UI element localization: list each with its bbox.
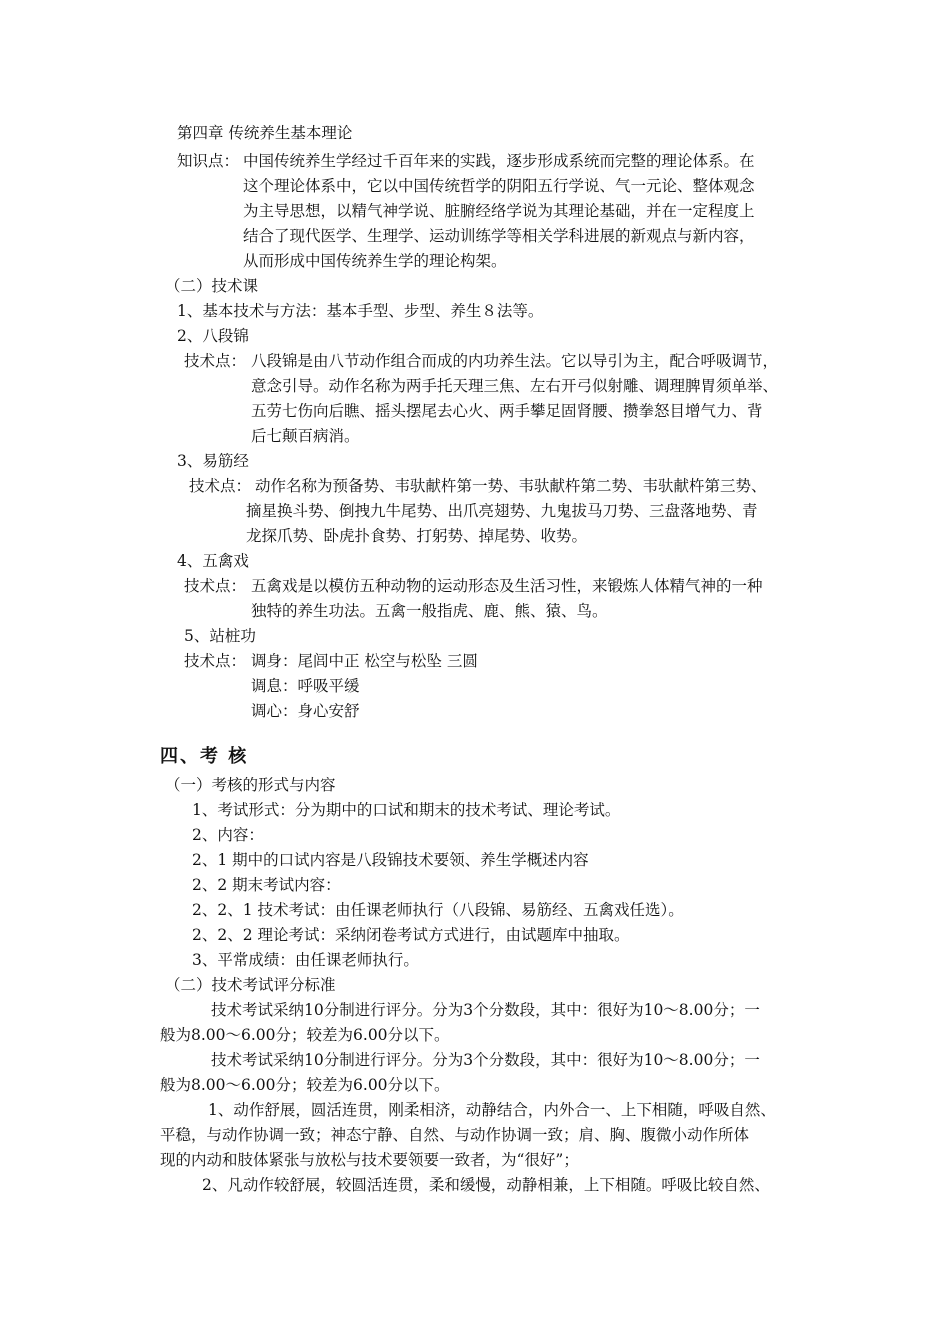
text-line: 调身：尾闾中正 松空与松坠 三圆 (251, 652, 478, 670)
text-line: 为主导思想，以精气神学说、脏腑经络学说为其理论基础，并在一定程度上 (243, 202, 755, 220)
section-heading: （二）技术课 (165, 277, 259, 295)
text-line: 技术考试采纳10分制进行评分。分为3个分数段，其中：很好为10～8.00分；一 (211, 1001, 760, 1019)
list-item: 5、站桩功 (184, 627, 256, 645)
tech-point-label: 技术点： (184, 352, 247, 370)
text-line: 般为8.00～6.00分；较差为6.00分以下。 (160, 1026, 450, 1044)
list-item: 4、五禽戏 (177, 552, 249, 570)
tech-point-label: 技术点： (184, 577, 247, 595)
subsection-heading: （一）考核的形式与内容 (165, 776, 336, 794)
tech-point-label: 技术点： (189, 477, 252, 495)
text-line: 调心：身心安舒 (251, 702, 360, 720)
text-line: 中国传统养生学经过千百年来的实践，逐步形成系统而完整的理论体系。在 (243, 152, 755, 170)
list-item: 3、平常成绩：由任课老师执行。 (192, 951, 419, 969)
text-line: 摘星换斗势、倒拽九牛尾势、出爪亮翅势、九鬼拔马刀势、三盘落地势、青 (246, 502, 758, 520)
list-item: 2、八段锦 (177, 327, 249, 345)
text-line: 动作名称为预备势、韦驮献杵第一势、韦驮献杵第二势、韦驮献杵第三势、 (255, 477, 767, 495)
list-item: 2、2 期末考试内容： (192, 876, 341, 894)
list-item: 2、1 期中的口试内容是八段锦技术要领、养生学概述内容 (192, 851, 589, 869)
knowledge-label: 知识点： (177, 152, 240, 170)
text-line: 这个理论体系中，它以中国传统哲学的阴阳五行学说、气一元论、整体观念 (243, 177, 755, 195)
list-item: 1、基本技术与方法：基本手型、步型、养生８法等。 (177, 302, 544, 320)
text-line: 八段锦是由八节动作组合而成的内功养生法。它以导引为主，配合呼吸调节， (251, 352, 779, 370)
list-item: 2、2、2 理论考试：采纳闭卷考试方式进行，由试题库中抽取。 (192, 926, 630, 944)
text-line: 五劳七伤向后瞧、摇头摆尾去心火、两手攀足固肾腰、攒拳怒目增气力、背 (251, 402, 763, 420)
text-line: 龙探爪势、卧虎扑食势、打躬势、掉尾势、收势。 (246, 527, 588, 545)
tech-point-label: 技术点： (184, 652, 247, 670)
list-item: 2、内容： (192, 826, 264, 844)
text-line: 现的内动和肢体紧张与放松与技术要领要一致者，为“很好”； (160, 1151, 579, 1169)
subsection-heading: （二）技术考试评分标准 (165, 976, 336, 994)
text-line: 1、动作舒展，圆活连贯，刚柔相济，动静结合，内外合一、上下相随，呼吸自然、 (208, 1101, 776, 1119)
text-line: 意念引导。动作名称为两手托天理三焦、左右开弓似射雕、调理脾胃须单举、 (251, 377, 779, 395)
list-item: 2、2、1 技术考试：由任课老师执行（八段锦、易筋经、五禽戏任选）。 (192, 901, 684, 919)
chapter-title: 第四章 传统养生基本理论 (177, 124, 353, 142)
text-line: 2、凡动作较舒展，较圆活连贯，柔和缓慢，动静相兼，上下相随。呼吸比较自然、 (202, 1176, 770, 1194)
text-line: 平稳，与动作协调一致；神态宁静、自然、与动作协调一致；肩、胸、腹微小动作所体 (160, 1126, 750, 1144)
text-line: 后七颠百病消。 (251, 427, 360, 445)
text-line: 从而形成中国传统养生学的理论构架。 (243, 252, 507, 270)
list-item: 3、易筋经 (177, 452, 249, 470)
text-line: 五禽戏是以模仿五种动物的运动形态及生活习性，来锻炼人体精气神的一种 (251, 577, 763, 595)
text-line: 般为8.00～6.00分；较差为6.00分以下。 (160, 1076, 450, 1094)
text-line: 结合了现代医学、生理学、运动训练学等相关学科进展的新观点与新内容， (243, 227, 755, 245)
list-item: 1、考试形式：分为期中的口试和期末的技术考试、理论考试。 (192, 801, 621, 819)
text-line: 独特的养生功法。五禽一般指虎、鹿、熊、猿、鸟。 (251, 602, 608, 620)
text-line: 调息：呼吸平缓 (251, 677, 360, 695)
text-line: 技术考试采纳10分制进行评分。分为3个分数段，其中：很好为10～8.00分；一 (211, 1051, 760, 1069)
section-title: 四、考 核 (160, 746, 249, 767)
